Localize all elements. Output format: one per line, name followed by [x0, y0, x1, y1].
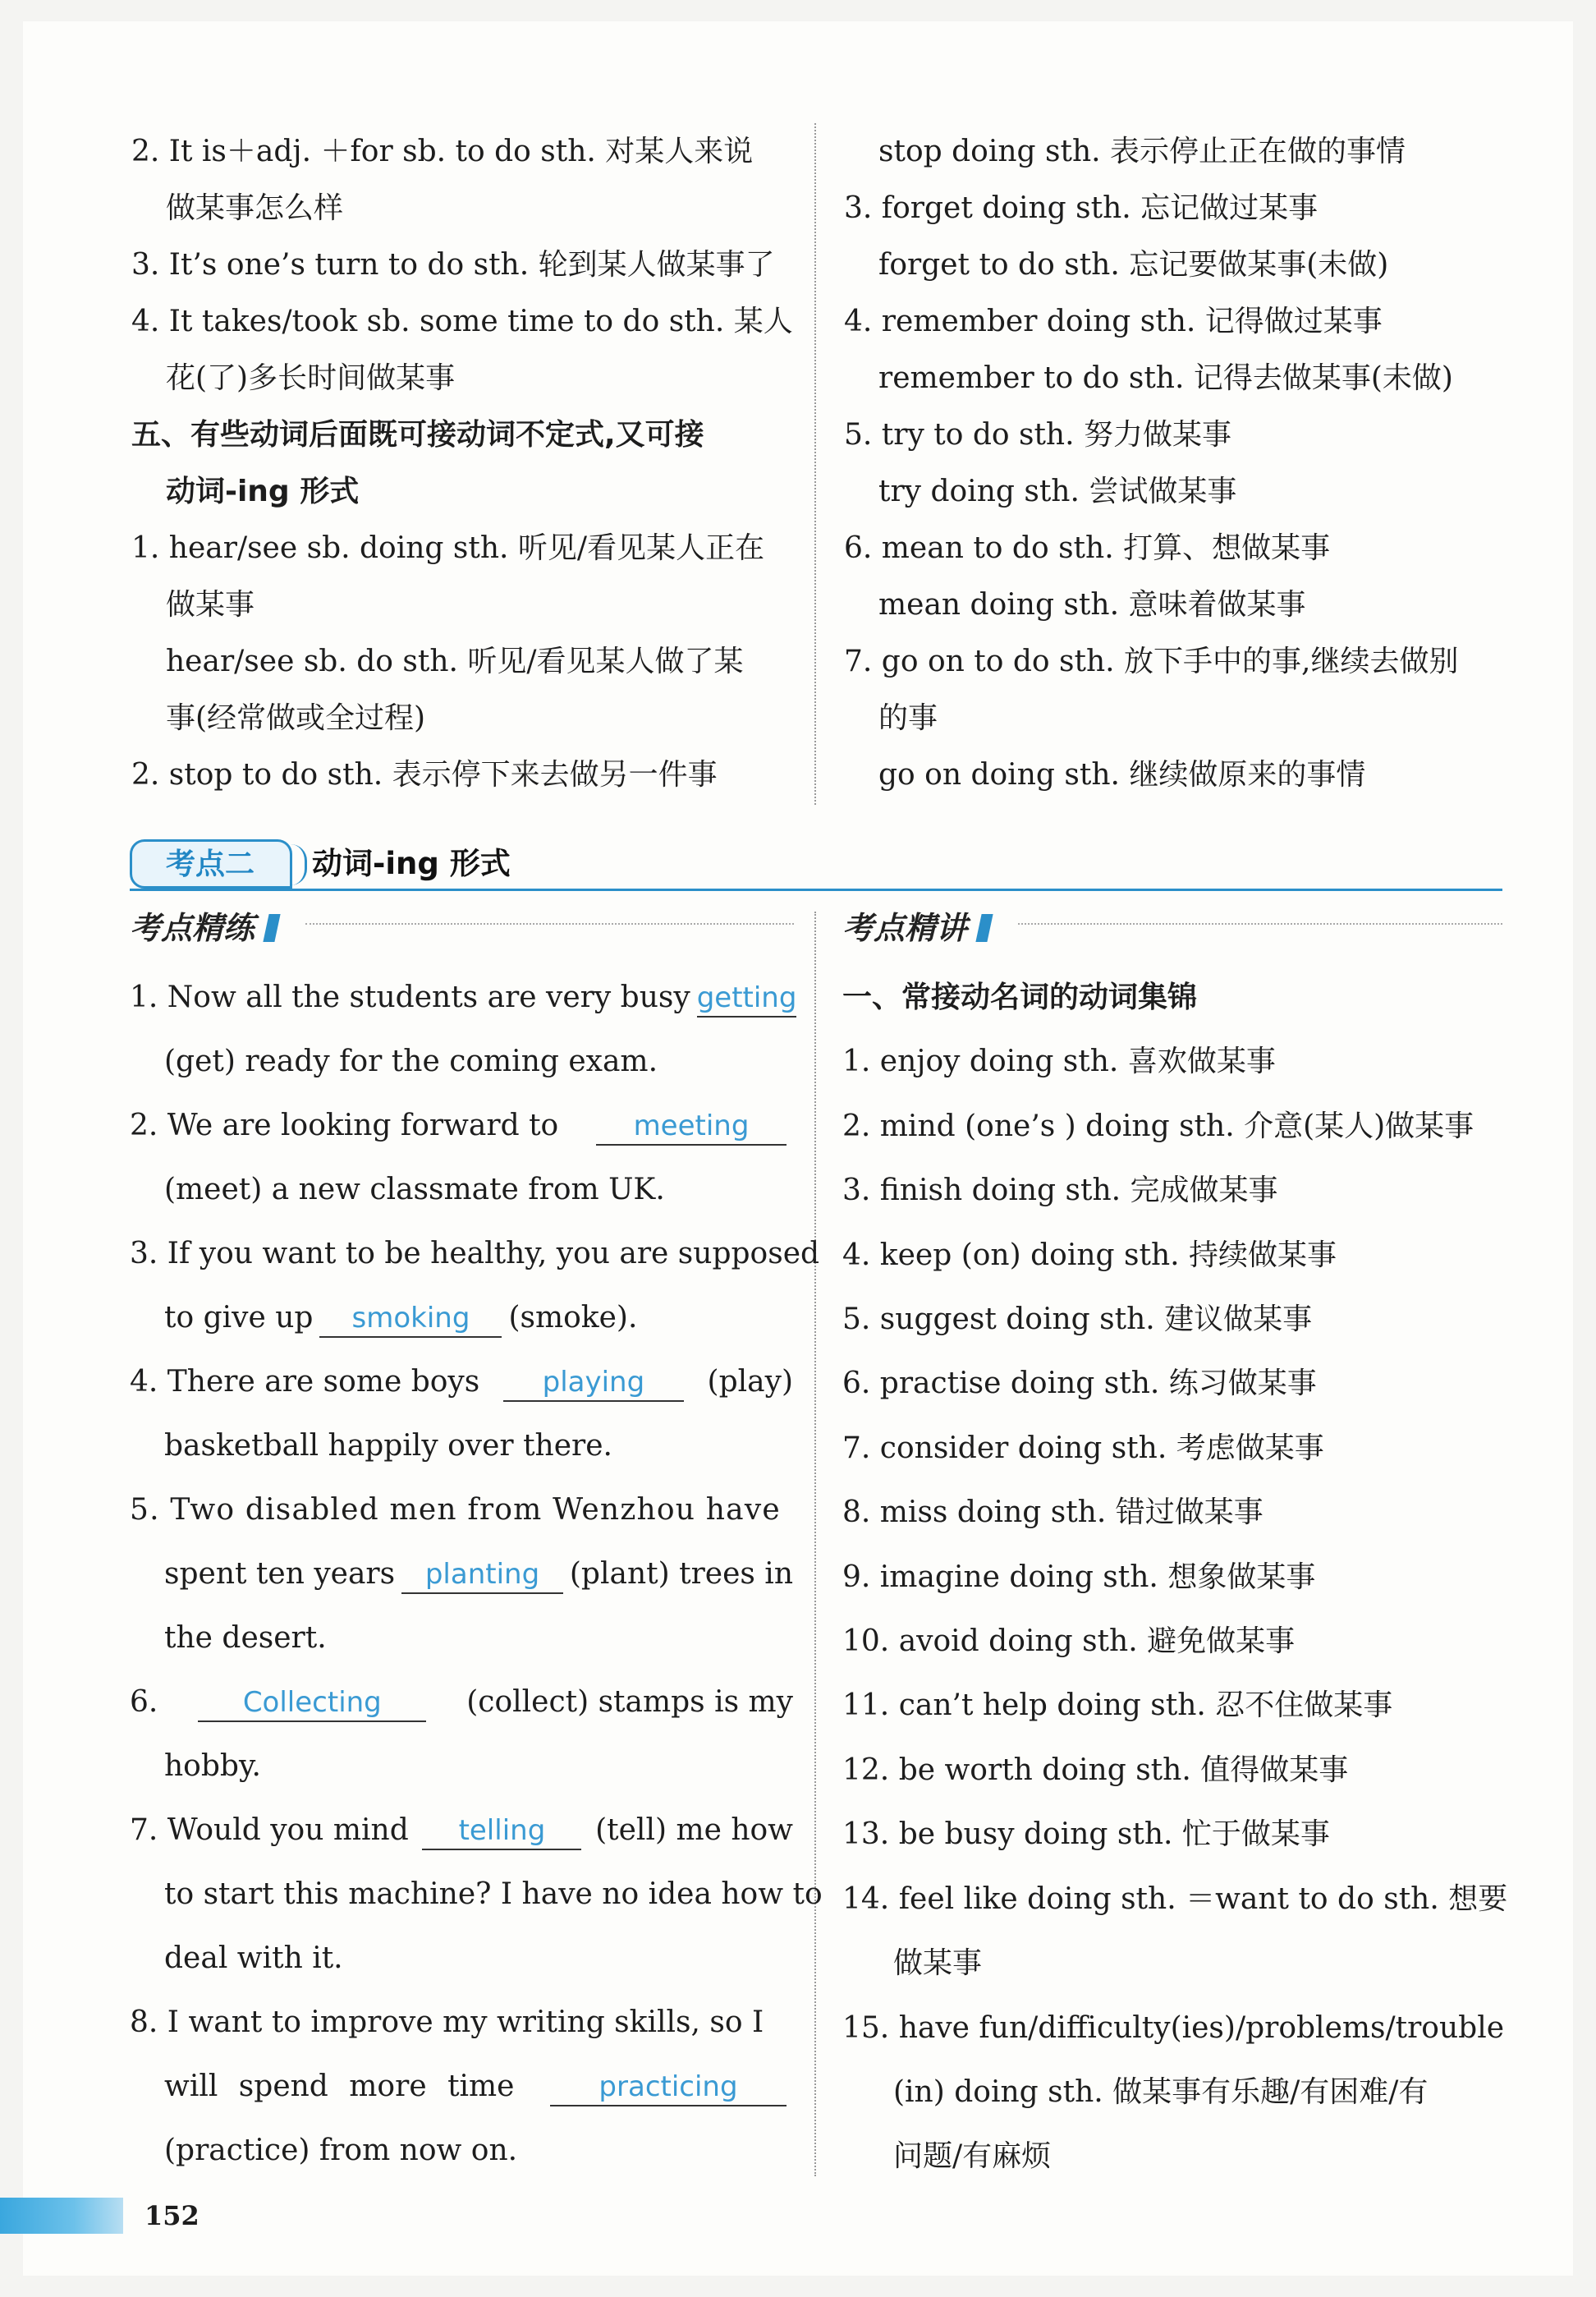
top-right-line: 5. try to do sth. 努力做某事: [844, 418, 1232, 452]
exercise-6-line-2: [130, 1734, 793, 1799]
explanation-item: 做某事: [893, 1946, 983, 1981]
exercise-7-line-3: [130, 1927, 793, 1991]
top-left-line: 动词-ing 形式: [166, 475, 360, 508]
top-right-line: try doing sth. 尝试做某事: [878, 475, 1237, 508]
exercise-7-line-1: [130, 1799, 793, 1863]
practice-heading: [130, 905, 277, 951]
exercise-5-line-2: [130, 1542, 793, 1606]
exercise-7-text-3: to start this machine? I have no idea how to: [164, 1877, 823, 1911]
exercise-2-line-2: [130, 1158, 793, 1222]
exercise-2-text: 2. We are looking forward to: [130, 1109, 559, 1142]
top-left-line: 五、有些动词后面既可接动词不定式,又可接: [131, 418, 704, 452]
explanation-item: 14. feel like doing sth. ＝want to do sth. 想要: [842, 1881, 1508, 1916]
top-left-column: [131, 123, 795, 803]
exercise-1-text: 1. Now all the students are very busy: [130, 981, 690, 1014]
exercise-3-line-1: [130, 1222, 820, 1286]
top-left-line: 事(经常做或全过程): [166, 701, 426, 735]
exercise-8-text-2: will spend more time: [164, 2070, 515, 2103]
explanation-list: [842, 966, 1524, 2189]
explanation-item: 5. suggest doing sth. 建议做某事: [842, 1302, 1313, 1337]
top-right-line: mean doing sth. 意味着做某事: [878, 588, 1306, 622]
top-right-line: 7. go on to do sth. 放下手中的事,继续去做别: [844, 645, 1459, 678]
top-left-line: 2. It is＋adj. ＋for sb. to do sth. 对某人来说: [131, 135, 754, 168]
explanation-subheading: 一、常接动名词的动词集锦: [842, 981, 1198, 1014]
explanation-item: 11. can’t help doing sth. 忍不住做某事: [842, 1688, 1393, 1723]
practice-heading-label: 考点精练: [130, 910, 255, 946]
top-right-column: [844, 123, 1525, 803]
exercise-list: [130, 966, 823, 2183]
explanation-item: 10. avoid doing sth. 避免做某事: [842, 1624, 1296, 1659]
section-title: 动词-ing 形式: [312, 846, 511, 881]
practice-heading-dots: [305, 923, 794, 925]
exercise-7-text-4: deal with it.: [164, 1941, 343, 1975]
exercise-3-line-2: [130, 1286, 793, 1350]
exercise-2-answer[interactable]: meeting: [596, 1108, 787, 1146]
explanation-item: 13. be busy doing sth. 忙于做某事: [842, 1817, 1330, 1852]
explanation-item: 12. be worth doing sth. 值得做某事: [842, 1753, 1349, 1787]
exercise-3-text-2: to give up: [164, 1301, 314, 1335]
exercise-1-line-2: [130, 1030, 793, 1094]
exercise-7-answer[interactable]: telling: [422, 1812, 581, 1850]
exercise-2-text-2: (meet) a new classmate from UK.: [164, 1173, 665, 1206]
explanation-item: 2. mind (one’s ) doing sth. 介意(某人)做某事: [842, 1109, 1474, 1143]
exercise-4-text-3: basketball happily over there.: [164, 1429, 612, 1463]
footer-bar: [0, 2198, 123, 2234]
exercise-8-line-2: [130, 2055, 793, 2119]
column-divider-top: [814, 123, 816, 805]
top-right-line: 3. forget doing sth. 忘记做过某事: [844, 191, 1319, 225]
explanation-heading: [842, 905, 990, 951]
exercise-5-line-1: [130, 1478, 793, 1542]
column-divider-bottom: [814, 912, 816, 2176]
explanation-item: 3. finish doing sth. 完成做某事: [842, 1174, 1278, 1208]
section-header: [130, 836, 1502, 892]
explanation-item: 6. practise doing sth. 练习做某事: [842, 1367, 1317, 1401]
section-tab-curl: [291, 844, 307, 885]
explanation-item: (in) doing sth. 做某事有乐趣/有困难/有: [893, 2074, 1429, 2109]
explanation-item: 1. enjoy doing sth. 喜欢做某事: [842, 1045, 1276, 1079]
exercise-6-answer[interactable]: Collecting: [198, 1684, 426, 1722]
exercise-7-text-2: (tell) me how: [595, 1813, 793, 1847]
exercise-5-text-2: spent ten years: [164, 1557, 396, 1591]
exercise-1-text-2: (get) ready for the coming exam.: [164, 1045, 658, 1078]
exercise-6-text-2: (collect) stamps is my: [466, 1685, 793, 1719]
explanation-item: 4. keep (on) doing sth. 持续做某事: [842, 1238, 1337, 1272]
explanation-item: 8. miss doing sth. 错过做某事: [842, 1495, 1264, 1530]
exercise-8-text: 8. I want to improve my writing skills, so I: [130, 2005, 764, 2039]
top-right-line: 4. remember doing sth. 记得做过某事: [844, 305, 1383, 338]
page-number: 152: [144, 2200, 200, 2231]
exercise-6-text: 6.: [130, 1685, 158, 1719]
section-tab-label: 考点二: [165, 848, 255, 881]
explanation-item: 15. have fun/difficulty(ies)/problems/trouble: [842, 2010, 1505, 2045]
top-right-line: go on doing sth. 继续做原来的事情: [878, 758, 1366, 792]
exercise-4-line-2: [130, 1414, 793, 1478]
exercise-8-line-1: [130, 1991, 793, 2055]
exercise-1-answer[interactable]: getting: [697, 980, 797, 1018]
exercise-8-text-3: (practice) from now on.: [164, 2134, 518, 2167]
explanation-heading-label: 考点精讲: [842, 910, 968, 946]
top-left-line: 做某事怎么样: [166, 191, 344, 225]
section-underline: [130, 889, 1502, 891]
exercise-5-text-4: the desert.: [164, 1621, 327, 1655]
exercise-4-text-2: (play): [707, 1365, 793, 1399]
exercise-8-answer[interactable]: practicing: [550, 2069, 787, 2106]
exercise-5-text: 5. Two disabled men from Wenzhou have: [130, 1493, 781, 1527]
top-left-line: hear/see sb. do sth. 听见/看见某人做了某: [166, 645, 744, 678]
explanation-item: 问题/有麻烦: [893, 2139, 1052, 2174]
explanation-heading-dots: [1018, 923, 1502, 925]
top-left-line: 花(了)多长时间做某事: [166, 361, 456, 395]
top-left-line: 3. It’s one’s turn to do sth. 轮到某人做某事了: [131, 248, 775, 282]
top-left-line: 1. hear/see sb. doing sth. 听见/看见某人正在: [131, 531, 765, 565]
top-left-line: 2. stop to do sth. 表示停下来去做另一件事: [131, 758, 718, 792]
top-right-line: 的事: [878, 701, 938, 735]
top-right-line: stop doing sth. 表示停止正在做的事情: [878, 135, 1406, 168]
exercise-7-line-2: [130, 1863, 823, 1927]
exercise-5-text-3: (plant) trees in: [569, 1557, 793, 1591]
exercise-3-answer[interactable]: smoking: [319, 1300, 502, 1338]
section-tab: [130, 839, 292, 889]
exercise-6-line-1: [130, 1670, 793, 1734]
top-right-line: forget to do sth. 忘记要做某事(未做): [878, 248, 1389, 282]
exercise-5-line-3: [130, 1606, 793, 1670]
exercise-6-text-3: hobby.: [164, 1749, 261, 1783]
exercise-4-line-1: [130, 1350, 793, 1414]
exercise-5-answer[interactable]: planting: [401, 1556, 563, 1594]
explanation-item: 7. consider doing sth. 考虑做某事: [842, 1431, 1324, 1465]
exercise-7-text: 7. Would you mind: [130, 1813, 409, 1847]
exercise-4-answer[interactable]: playing: [503, 1364, 684, 1402]
top-right-line: 6. mean to do sth. 打算、想做某事: [844, 531, 1331, 565]
top-right-line: remember to do sth. 记得去做某事(未做): [878, 361, 1453, 395]
exercise-4-text: 4. There are some boys: [130, 1365, 480, 1399]
exercise-2-line-1: [130, 1094, 793, 1158]
explanation-item: 9. imagine doing sth. 想象做某事: [842, 1560, 1316, 1594]
top-left-line: 做某事: [166, 588, 255, 622]
top-left-line: 4. It takes/took sb. some time to do sth. 某人: [131, 305, 793, 338]
exercise-3-text: 3. If you want to be healthy, you are supposed: [130, 1237, 820, 1270]
exercise-8-line-3: [130, 2119, 793, 2183]
exercise-3-text-3: (smoke).: [508, 1301, 638, 1335]
exercise-1-line-1: [130, 966, 797, 1030]
